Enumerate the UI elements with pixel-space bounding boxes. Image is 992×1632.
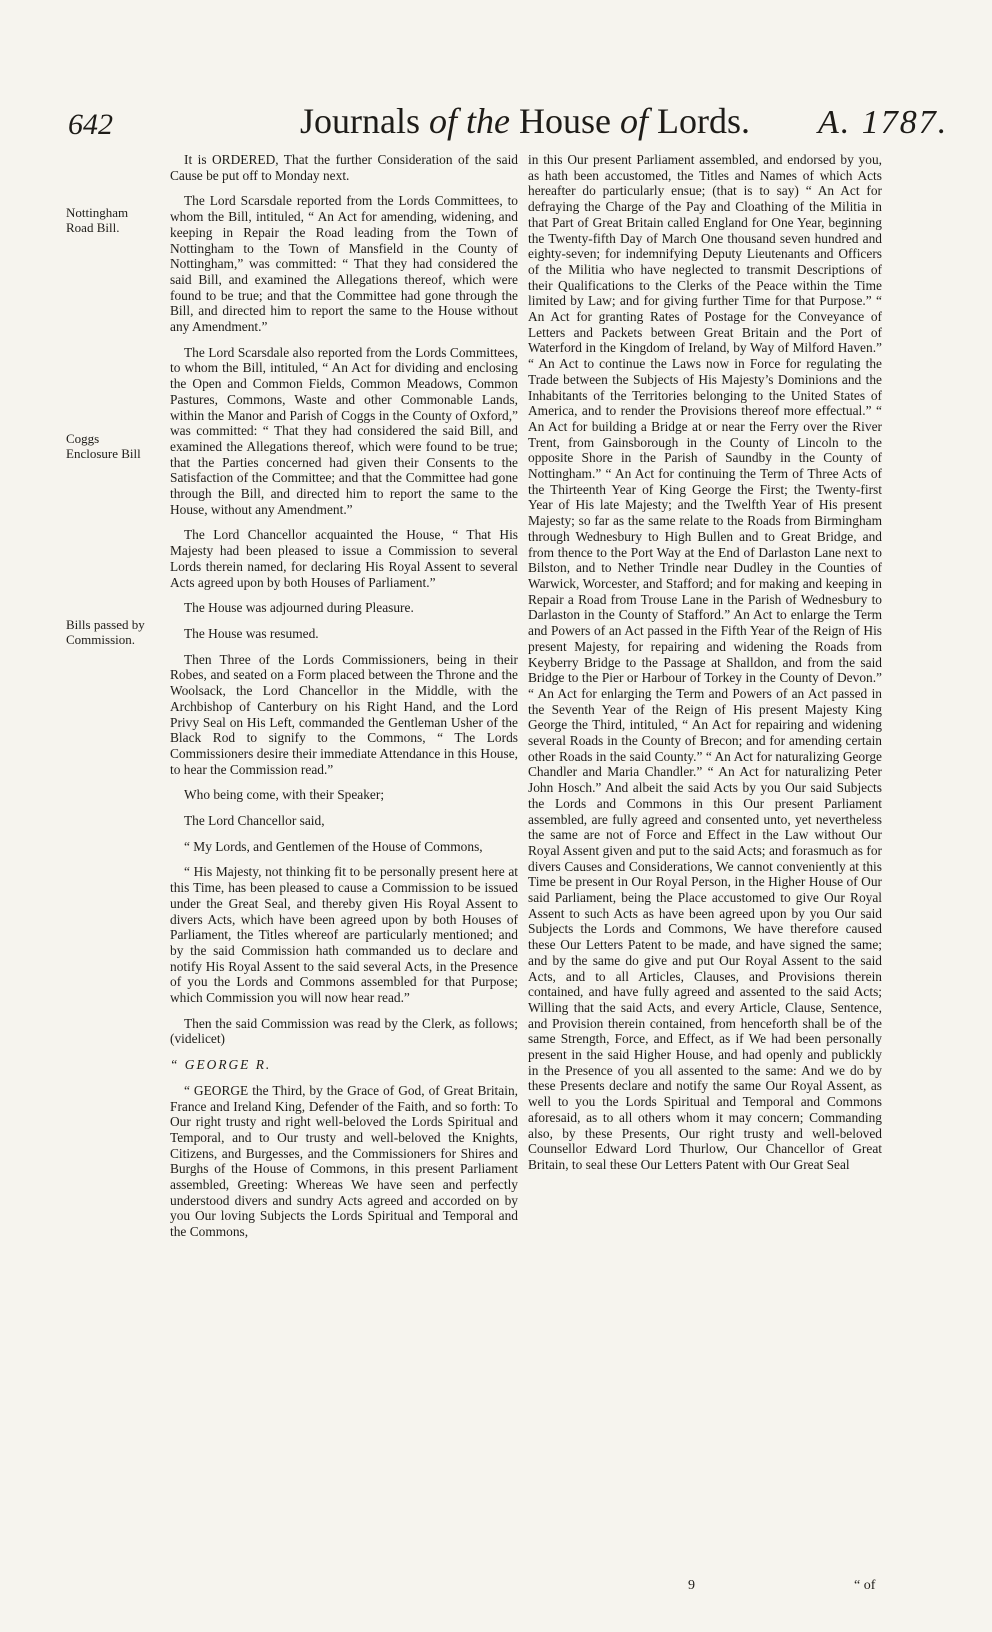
paragraph: “ His Majesty, not thinking fit to be personally present here at this Time, has been pleased to cause a Commission to be issued under the Great Seal, and thereby given His Royal Assent to divers Acts, which have been agreed upon by both Houses of Parliament, the Titles whereof are particularly mentioned; and by the said Commission hath commanded us to declare and notify His Royal Assent to the said several Acts, in the Presence of you the Lords and Commons assembled for that Purpose; which Commission you will now hear read.”	[170, 864, 518, 1006]
margin-note: Nottingham Road Bill.	[66, 205, 129, 235]
margin-note: Coggs Enclosure Bill	[66, 431, 141, 461]
paragraph: The House was resumed.	[184, 625, 319, 641]
paragraph: The Lord Chancellor said,	[184, 813, 325, 829]
page-number: 642	[68, 108, 113, 141]
paragraph: The Lord Scarsdale reported from the Lords Committees, to whom the Bill, intituled, “ An Act for amending, widening, and keeping in Repair the Road leading from the Town of Nottingham to the Town of Mansfield in the County of Nottingham,” was committed: “ That they had considered the said Bill, and examined the Allegations thereof, which were found to be true; and that the Committee had gone through the Bill, and directed him to report the same to the House without any Amendment.”	[170, 193, 518, 335]
year-heading: A. 1787.	[818, 104, 949, 141]
paragraph: Then Three of the Lords Commissioners, being in their Robes, and seated on a Form placed between the Throne and the Woolsack, the Lord Chancellor in the Middle, with the Archbishop of Canterbury on his Right Hand, and the Lord Privy Seal on His Left, commanded the Gentleman Usher of the Black Rod to signify to the Commons, “ The Lords Commissioners desire their immediate Attendance in this House, to hear the Commission read.”	[170, 651, 518, 777]
royal-signature: “ GEORGE R.	[170, 1057, 272, 1073]
paragraph: The Lord Chancellor acquainted the House, “ That His Majesty had been pleased to issue a Commission to several Lords therein named, for declaring His Royal Assent to several Acts agreed upon by both Houses of Parliament.”	[170, 527, 518, 590]
right-column	[528, 152, 882, 1183]
paragraph: Then the said Commission was read by the Clerk, as follows; (videlicet)	[170, 1015, 518, 1047]
journal-title: Journals of the House of Lords.	[300, 101, 751, 141]
paragraph: Who being come, with their Speaker;	[184, 787, 385, 803]
paragraph: “ GEORGE the Third, by the Grace of God, of Great Britain, France and Ireland King, Defender of the Faith, and so forth: To Our right trusty and right well-beloved the Lords Spiritual and Temporal, and to Our trusty and well-beloved the Knights, Citizens, and Burgesses, and the Commissioners for Shires and Burghs of the House of Commons, in this present Parliament assembled, Greeting: Whereas We have seen and perfectly understood divers and sundry Acts agreed and accorded on by you Our loving Subjects the Lords Spiritual and Temporal and the Commons,	[170, 1082, 518, 1240]
paragraph: It is ORDERED, That the further Consideration of the said Cause be put off to Monday next.	[170, 152, 518, 183]
catchword: “ of	[854, 1578, 876, 1593]
paragraph: The Lord Scarsdale also reported from the Lords Committees, to whom the Bill, intituled, “ An Act for dividing and enclosing the Open and Common Fields, Common Meadows, Common Pastures, Commons, Waste and other Commonable Lands, within the Manor and Parish of Coggs in the County of Oxford,” was committed: “ That they had considered the said Bill, and examined the Allegations thereof, which were found to be true; that the Parties concerned had given their Consents to the Satisfaction of the Committee; and that the Committee had gone through the Bill, and directed him to report the same to the House, without any Amendment.”	[170, 344, 518, 517]
signature-mark: 9	[688, 1578, 695, 1593]
paragraph: “ My Lords, and Gentlemen of the House of Commons,	[184, 838, 483, 854]
paragraph: in this Our present Parliament assembled, and endorsed by you, as hath been accustomed, the Titles and Names of which Acts hereafter do particularly ensue; (that is to say) “ An Act for defraying the Charge of the Pay and Cloathing of the Militia in that Part of Great Britain called England for One Year, beginning the Twenty-fifth Day of March One thousand seven hundred and eighty-seven; for indemnifying Deputy Lieutenants and Officers of the Militia who have neglected to transmit Descriptions of their Qualifications to the Clerks of the Peace within the Time limited by Law; and for giving further Time for that Purpose.” “ An Act for granting Rates of Postage for the Conveyance of Letters and Packets between Great Britain and the Port of Waterford in the Kingdom of Ireland, by Way of Milford Haven.” “ An Act to continue the Laws now in Force for regulating the Trade between the Subjects of His Majesty’s Dominions and the Inhabitants of the Territories belonging to the United States of America, and to render the Provisions thereof more effectual.” “ An Act for building a Bridge at or near the Ferry over the River Trent, from Gainsborough in the County of Lincoln to the opposite Shore in the Parish of Saundby in the County of Nottingham.” “ An Act for continuing the Term of Three Acts of the Thirteenth Year of King George the First; the Twenty-first Year of His late Majesty; and the Twelfth Year of His present Majesty; so far as the same relate to the Roads from Birmingham through Wednesbury to High Bullen and to Great Bridge, and from thence to the Port Way at the End of Darlaston Lane next to Bilston, and to Nether Trindle near Dudley in the Counties of Warwick, Worcester, and Stafford; and for making and keeping in Repair a Road from Trouse Lane in the Parish of Wednesbury to Darlaston in the County of Stafford.” An Act to enlarge the Term and Powers of an Act passed in the Fifth Year of the Reign of His present Majesty, for repairing and widening the Roads from Keyberry Bridge to the Passage at Shalldon, and from the said Bridge to the Pier or Harbour of Torkey in the County of Devon.” “ An Act for enlarging the Term and Powers of an Act passed in the Seventh Year of the Reign of His present Majesty King George the Third, intituled, “ An Act for repairing and widening several Roads in the County of Brecon; and for amending certain other Roads in the said County.” “ An Act for naturalizing George Chandler and Maria Chandler.” “ An Act for naturalizing Peter John Hosch.” And albeit the said Acts by you Our said Subjects the Lords and Commons in this Our present Parliament assembled, are fully agreed and consented unto, yet nevertheless the same are not of Force and Effect in the Law without Our Royal Assent given and put to the said Acts; and forasmuch as for divers Causes and Considerations, We cannot conveniently at this Time be present in Our Royal Person, in the Higher House of Our said Parliament, being the Place accustomed to give Our Royal Assent to such Acts as have been agreed upon by you Our said Subjects the Lords and Commons, We have therefore caused these Our Letters Patent to be made, and have signed the same; and by the same do give and put Our Royal Assent to the said Acts, and to all Articles, Clauses, and Provisions therein contained, and have fully agreed and assented to the said Acts; Willing that the said Acts, and every Article, Clause, Sentence, and Provision therein contained, from henceforth shall be of the same Strength, Force, and Effect, as if We had been personally present in the said Higher House, and had openly and publickly in the Presence of you all assented to the same: And we do by these Presents declare and notify the same Our Royal Assent, as well to you the Lords Spiritual and Temporal and Commons aforesaid, as to all others whom it may concern; Commanding also, by these Presents, Our right trusty and well-beloved Counsellor Edward Lord Thurlow, Our Chancellor of Great Britain, to seal these Our Letters Patent with Our Great Seal	[528, 152, 882, 1172]
page-header	[0, 0, 992, 150]
margin-note: Bills passed by Commission.	[66, 617, 145, 647]
paragraph: The House was adjourned during Pleasure.	[184, 600, 414, 616]
left-column	[170, 152, 518, 1250]
